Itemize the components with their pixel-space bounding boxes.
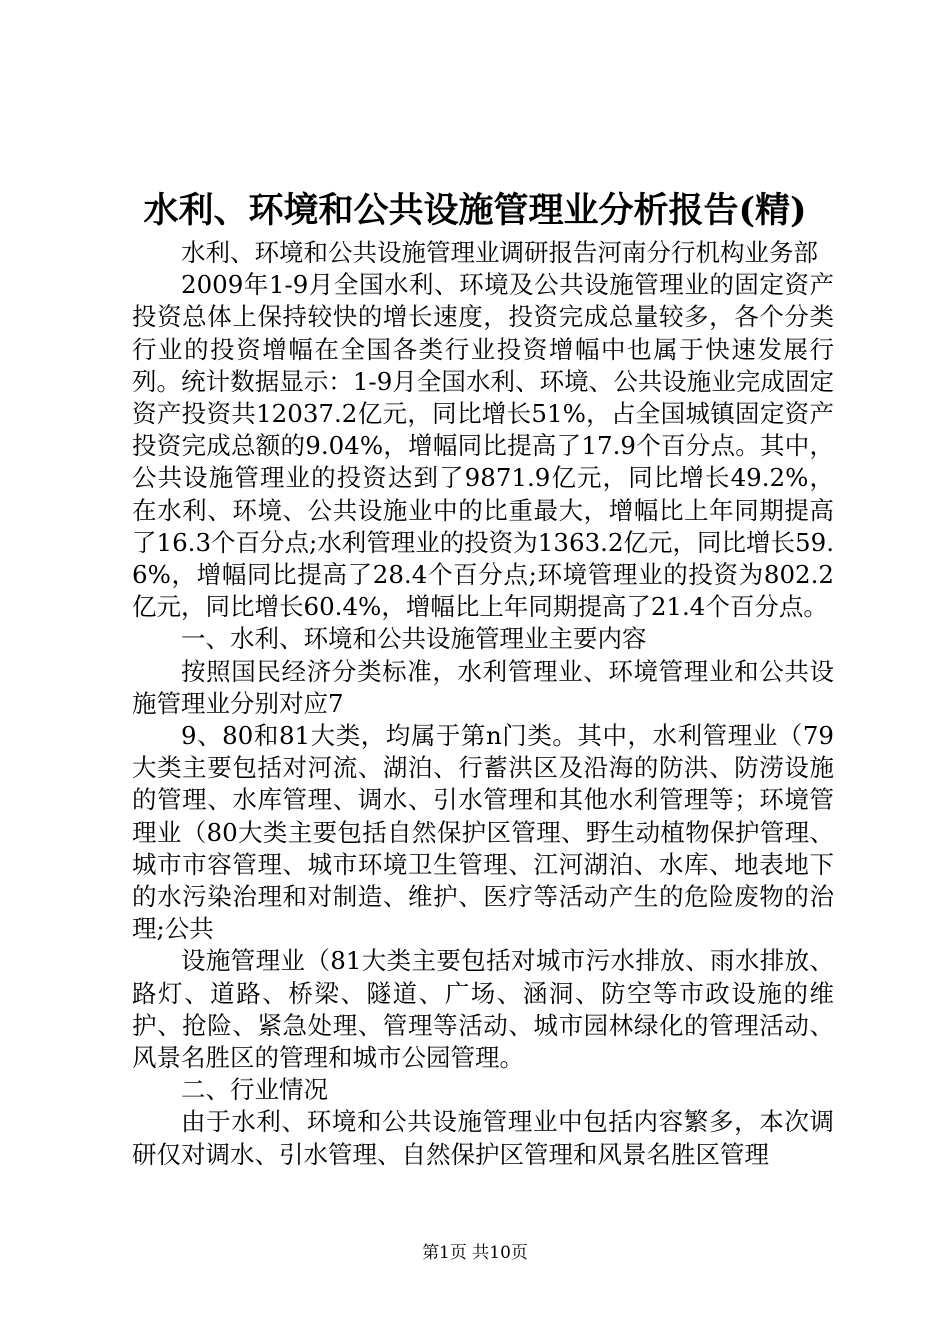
page-footer: 第1页 共10页	[422, 1243, 528, 1263]
paragraph-intro: 2009年1-9月全国水利、环境及公共设施管理业的固定资产投资总体上保持较快的增长速度，投资完成总量较多，各个分类行业的投资增幅在全国各类行业投资增幅中也属于快速发展行列。统计数据显示：1-9月全国水利、环境、公共设施业完成固定资产投资共12037.2亿元，同比增长51%，占全国城镇固定资产投资完成总额的9.04%，增幅同比提高了17.9个百分点。其中，公共设施管理业的投资达到了9871.9亿元，同比增长49.2%，在水利、环境、公共设施业中的比重最大，增幅比上年同期提高了16.3个百分点;水利管理业的投资为1363.2亿元，同比增长59.6%，增幅同比提高了28.4个百分点;环境管理业的投资为802.2亿元，同比增长60.4%，增幅比上年同期提高了21.4个百分点。	[132, 270, 834, 622]
section-heading-1: 一、水利、环境和公共设施管理业主要内容	[181, 624, 647, 654]
paragraph-industry: 由于水利、环境和公共设施管理业中包括内容繁多，本次调研仅对调水、引水管理、自然保护区管理和风景名胜区管理	[132, 1107, 834, 1169]
document-body	[132, 237, 834, 1171]
paragraph-categories: 9、80和81大类，均属于第n门类。其中，水利管理业（79大类主要包括对河流、湖泊、行蓄洪区及沿海的防洪、防涝设施的管理、水库管理、调水、引水管理和其他水利管理等；环境管理业（80大类主要包括自然保护区管理、野生动植物保护管理、城市市容管理、城市环境卫生管理、江河湖泊、水库、地表地下的水污染治理和对制造、维护、医疗等活动产生的危险废物的治理;公共	[132, 721, 834, 944]
document-title: 水利、环境和公共设施管理业分析报告(精)	[143, 190, 807, 231]
paragraph-classification: 按照国民经济分类标准，水利管理业、环境管理业和公共设施管理业分别对应7	[132, 656, 834, 718]
paragraph-public-facilities: 设施管理业（81大类主要包括对城市污水排放、雨水排放、路灯、道路、桥梁、隧道、广场、涵洞、防空等市政设施的维护、抢险、紧急处理、管理等活动、城市园林绿化的管理活动、风景名胜区的管理和城市公园管理。	[132, 946, 834, 1073]
section-heading-2: 二、行业情况	[181, 1075, 328, 1105]
paragraph-subtitle: 水利、环境和公共设施管理业调研报告河南分行机构业务部	[181, 238, 818, 267]
